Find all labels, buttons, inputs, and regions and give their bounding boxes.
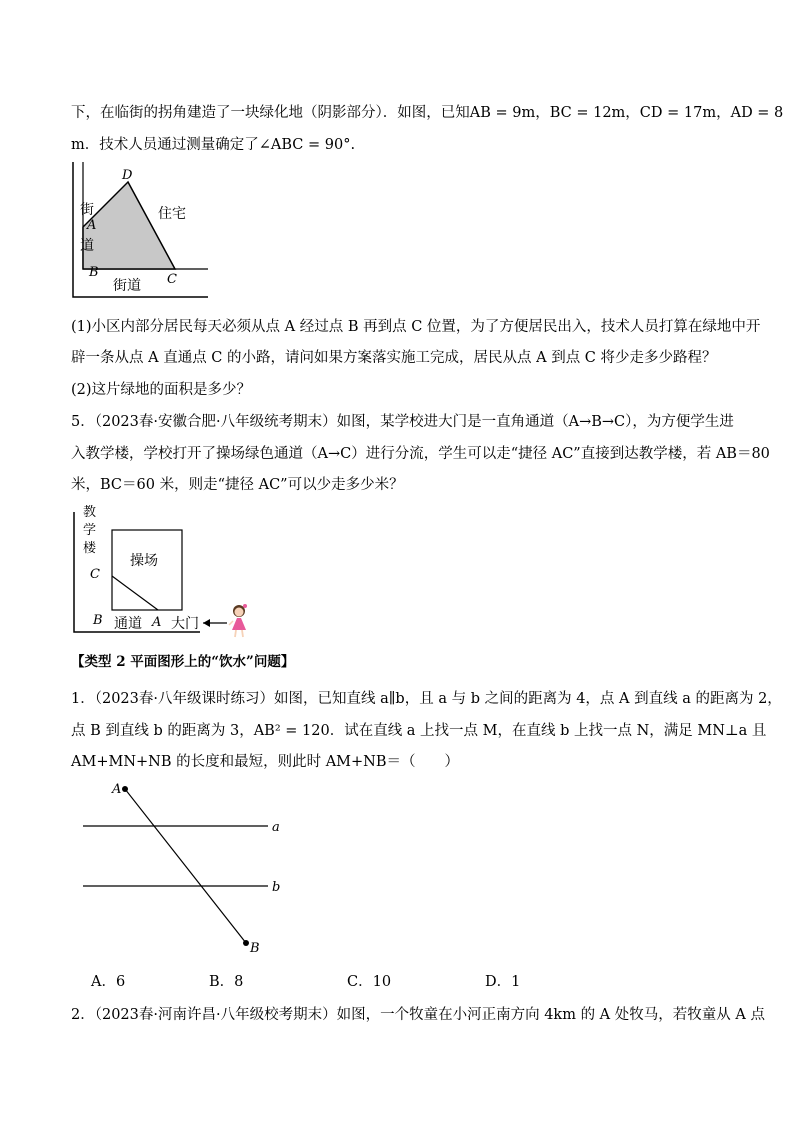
label-b: b (272, 880, 281, 895)
choice-c: C．10 (347, 974, 392, 990)
passage-label: 通道 (114, 616, 142, 632)
point-A (122, 786, 128, 792)
section-heading: 【类型 2 平面图形上的“饮水”问题】 (71, 654, 295, 670)
segment-AB (125, 789, 246, 943)
label-B: B (89, 265, 99, 280)
point-B (243, 940, 249, 946)
problem6-line1: 1．（2023春·八年级课时练习）如图，已知直线 a∥b，且 a 与 b 之间的距离为 4，点 A 到直线 a 的距离为 2， (71, 691, 782, 707)
street-left-char2: 道 (80, 238, 94, 254)
problem4-q1-line2: 辟一条从点 A 直通点 C 的小路，请问如果方案落实施工完成，居民从点 A 到点 C 将少走多少路程？ (71, 350, 717, 366)
problem7-line1: 2．（2023春·河南许昌·八年级校考期末）如图，一个牧童在小河正南方向 4km 的 A 处牧马，若牧童从 A 点 (71, 1007, 765, 1023)
problem4-line2: m．技术人员通过测量确定了∠ABC = 90°. (71, 137, 356, 153)
choice-a: A．6 (91, 974, 126, 990)
shortcut-AC (112, 576, 158, 610)
problem6-line3: AM+MN+NB 的长度和最短，则此时 AM+NB＝（ ） (71, 754, 460, 770)
label-a: a (272, 820, 280, 835)
label-B: B (250, 941, 260, 956)
label-C: C (167, 272, 177, 287)
choice-d: D．1 (485, 974, 521, 990)
label-A: A (152, 615, 162, 630)
street-bottom-label: 街道 (113, 278, 141, 294)
gate-label: 大门 (171, 616, 199, 632)
girl-icon (229, 604, 247, 637)
parallel-lines-figure (70, 775, 290, 955)
label-A: A (87, 218, 97, 233)
playground-rect (112, 530, 182, 610)
problem5-line1: 5．（2023春·安徽合肥·八年级统考期末）如图，某学校进大门是一直角通道（A→B→C），为方便学生进 (71, 414, 734, 430)
building-char1: 教 (83, 505, 97, 520)
problem4-line1: 下，在临街的拐角建造了一块绿化地（阴影部分）．如图，已知AB = 9m，BC = 12m，CD = 17m，AD = 8 (71, 105, 784, 121)
problem4-q2: (2)这片绿地的面积是多少？ (71, 382, 252, 398)
residence-label: 住宅 (158, 206, 186, 222)
problem6-line2: 点 B 到直线 b 的距离为 3，AB² = 120．试在直线 a 上找一点 M，在直线 b 上找一点 N，满足 MN⊥a 且 (71, 723, 767, 739)
problem4-q1-line1: (1)小区内部分居民每天必须从点 A 经过点 B 再到点 C 位置，为了方便居民出入，技术人员打算在绿地中开 (71, 319, 761, 335)
label-C: C (90, 567, 100, 582)
shaded-greenland (83, 182, 175, 269)
label-B: B (93, 613, 103, 628)
label-A: A (112, 782, 122, 797)
greenland-figure (70, 162, 215, 300)
street-left-char1: 街 (80, 202, 94, 218)
school-figure (70, 500, 260, 640)
arrow-head-icon (203, 619, 210, 627)
problem5-line2: 入教学楼，学校打开了操场绿色通道（A→C）进行分流，学生可以走“捷径 AC”直接到达教学楼，若 AB＝80 (71, 446, 770, 462)
label-D: D (122, 168, 133, 183)
choice-b: B．8 (209, 974, 244, 990)
problem5-line3: 米，BC＝60 米，则走“捷径 AC”可以少走多少米？ (71, 477, 404, 493)
building-char2: 学 (83, 523, 97, 538)
building-char3: 楼 (83, 541, 97, 556)
playground-label: 操场 (130, 553, 158, 569)
